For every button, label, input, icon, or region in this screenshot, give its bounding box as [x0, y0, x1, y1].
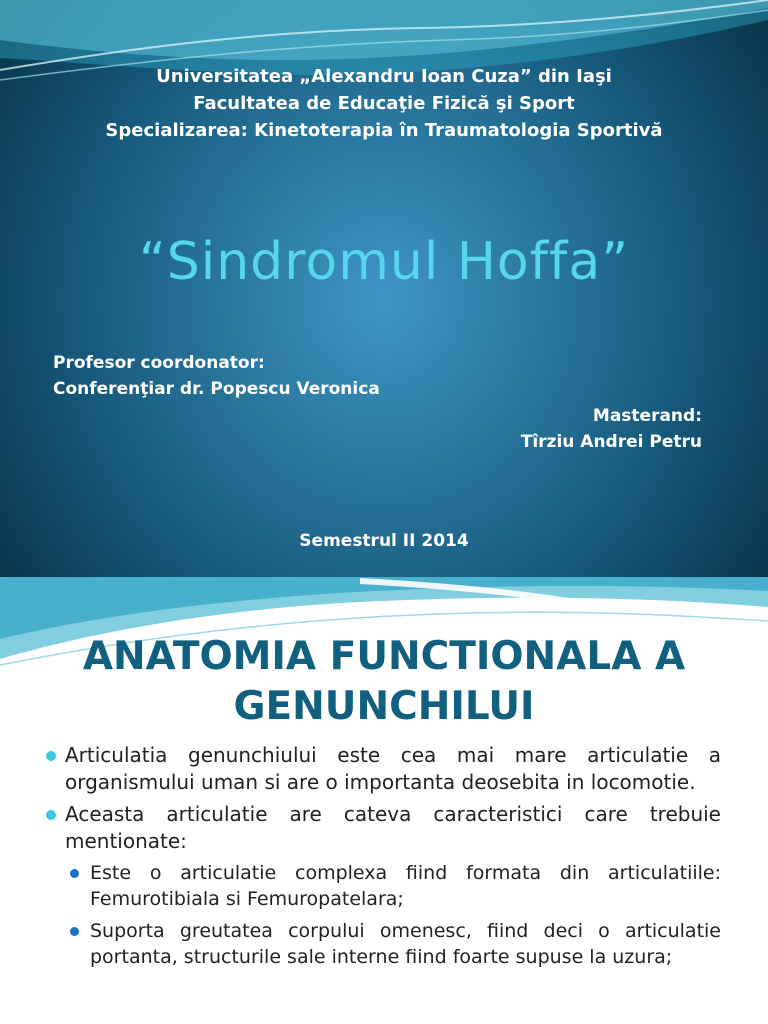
slide-body — [46, 742, 721, 976]
content-slide — [0, 577, 768, 1024]
sub-bullet-text: Suporta greutatea corpului omenesc, fiind deci o articulatie portanta, structurile sale interne fiind foarte supuse la uzura; — [90, 920, 721, 968]
university-header — [0, 63, 768, 144]
university-name: Universitatea „Alexandru Ioan Cuza” din Iaşi — [156, 66, 612, 87]
coordinator-label: Profesor coordonator: — [53, 353, 265, 373]
student-block — [521, 403, 702, 455]
list-item — [46, 801, 721, 855]
bullet-text: Articulatia genunchiului este cea mai mare articulatie a organismului uman si are o importanta deosebita in locomotie. — [65, 743, 721, 794]
bullet-text: Aceasta articulatie are cateva caracteristici care trebuie mentionate: — [65, 802, 721, 853]
coordinator-block — [53, 350, 380, 402]
bullet-icon — [46, 751, 56, 761]
presentation-title: “Sindromul Hoffa” — [138, 232, 630, 292]
heading-line-2: GENUNCHILUI — [233, 684, 535, 729]
list-item — [46, 742, 721, 796]
semester-label: Semestrul II 2014 — [299, 531, 469, 551]
sub-bullet-icon — [70, 869, 79, 878]
faculty-name: Facultatea de Educaţie Fizică şi Sport — [193, 93, 575, 114]
slide-heading — [0, 632, 768, 732]
sub-bullet-text: Este o articulatie complexa fiind formata din articulatiile: Femurotibiala si Femuropatelara; — [90, 862, 721, 910]
sub-bullet-icon — [70, 927, 79, 936]
specialization: Specializarea: Kinetoterapia în Traumatologia Sportivă — [105, 120, 663, 141]
coordinator-name: Conferenţiar dr. Popescu Veronica — [53, 379, 380, 399]
sub-list-item — [46, 860, 721, 912]
student-name: Tîrziu Andrei Petru — [520, 432, 702, 452]
heading-line-1: ANATOMIA FUNCTIONALA A — [82, 634, 686, 679]
student-label: Masterand: — [592, 406, 702, 426]
sub-list-item — [46, 918, 721, 970]
bullet-icon — [46, 810, 56, 820]
